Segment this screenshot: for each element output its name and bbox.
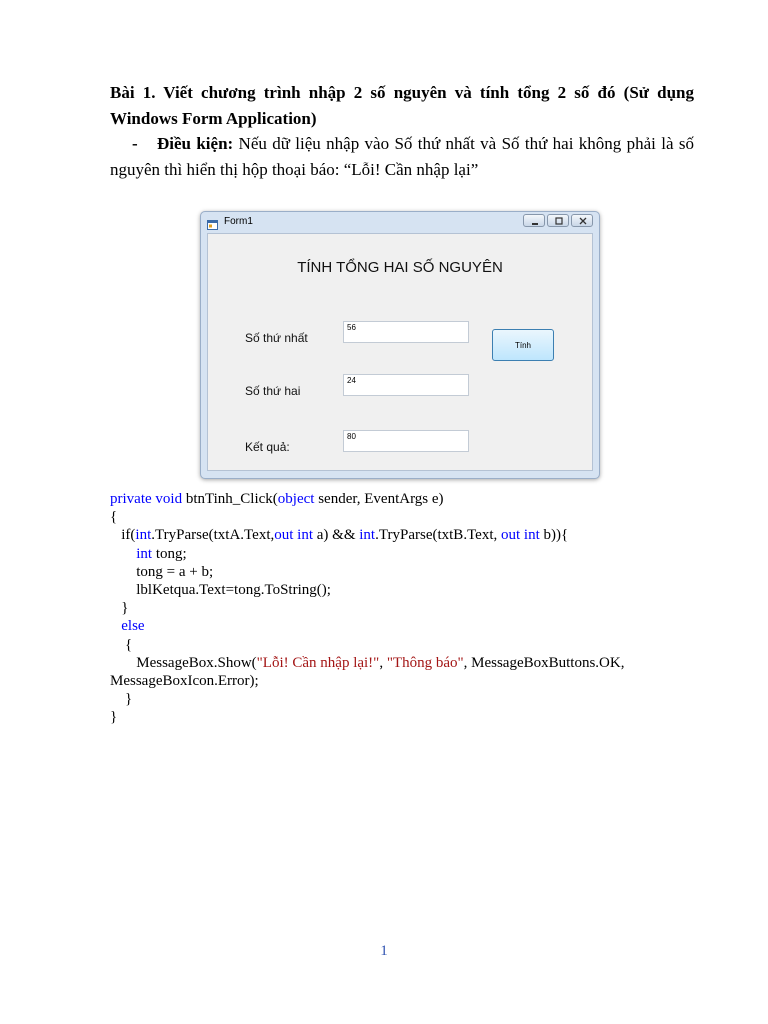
calculate-button[interactable]: Tính [492, 329, 554, 361]
form-title: Form1 [224, 216, 253, 227]
exercise-title [110, 80, 694, 131]
second-number-input[interactable]: 24 [343, 374, 469, 396]
condition-bullet: - [132, 134, 138, 153]
code-text: .TryParse(txtB.Text, [375, 527, 502, 544]
form-heading: TÍNH TỔNG HAI SỐ NGUYÊN [297, 259, 503, 276]
code-line: lblKetqua.Text=tong.ToString(); [110, 581, 331, 598]
label-first-number: Số thứ nhất [245, 331, 308, 345]
code-keyword: private void [110, 491, 183, 507]
code-line [110, 526, 710, 544]
code-keyword: int [359, 527, 376, 544]
code-text: a) && [313, 527, 360, 544]
code-line: { [110, 509, 118, 526]
code-keyword: int [135, 527, 152, 544]
code-text: MessageBox.Show( [110, 654, 257, 671]
code-line: } [110, 600, 129, 617]
code-indent [110, 546, 136, 562]
page-number: 1 [380, 943, 388, 959]
first-number-input[interactable]: 56 [343, 321, 469, 343]
code-keyword: object [277, 491, 315, 507]
result-output[interactable]: 80 [343, 430, 469, 452]
code-keyword: out int [501, 527, 540, 544]
code-line [110, 654, 710, 672]
window-controls [521, 214, 593, 227]
code-indent [110, 527, 121, 543]
code-line [110, 545, 710, 563]
code-line: } [110, 709, 118, 726]
code-text: .TryParse(txtA.Text, [151, 527, 275, 544]
code-line: { [110, 636, 133, 653]
exercise-condition [110, 131, 694, 182]
code-text: tong; [152, 545, 187, 562]
minimize-button[interactable] [523, 214, 545, 227]
code-keyword: else [121, 618, 145, 635]
condition-label: Điều kiện: [157, 134, 234, 153]
code-line: MessageBoxIcon.Error); [110, 672, 259, 689]
code-text: b)){ [539, 527, 569, 544]
code-text: , MessageBoxButtons.OK, [463, 654, 625, 671]
form-app-icon [207, 217, 218, 227]
code-indent [110, 618, 121, 634]
code-string: "Thông báo" [386, 654, 464, 671]
label-result: Kết quả: [245, 440, 290, 454]
code-keyword: out int [274, 527, 314, 544]
label-second-number: Số thứ hai [245, 384, 301, 398]
close-icon [577, 217, 589, 226]
code-text: , [379, 654, 387, 671]
minimize-icon [529, 217, 541, 226]
code-line: } [110, 691, 133, 708]
exercise-title-text: Bài 1. Viết chương trình nhập 2 số nguyên và tính tổng 2 số đó (Sử dụng Windows Form Application) [110, 83, 694, 128]
maximize-icon [553, 217, 565, 226]
form-titlebar[interactable] [201, 212, 599, 232]
code-line [110, 617, 710, 635]
code-line: tong = a + b; [110, 563, 214, 580]
code-line [110, 490, 710, 508]
code-text: if( [121, 527, 136, 544]
form-client-area [207, 233, 593, 471]
code-text: btnTinh_Click( [182, 491, 278, 507]
code-string: "Lỗi! Cần nhập lại!" [256, 654, 380, 671]
condition-text: Nếu dữ liệu nhập vào Số thứ nhất và Số thứ hai không phải là số nguyên thì hiển thị hộp thoại báo: “Lỗi! Cần nhập lại” [110, 134, 695, 179]
code-text: sender, EventArgs e) [314, 491, 444, 507]
close-button[interactable] [571, 214, 593, 227]
maximize-button[interactable] [547, 214, 569, 227]
code-keyword: int [136, 545, 153, 562]
form1-window [200, 211, 600, 479]
code-block [110, 490, 710, 726]
